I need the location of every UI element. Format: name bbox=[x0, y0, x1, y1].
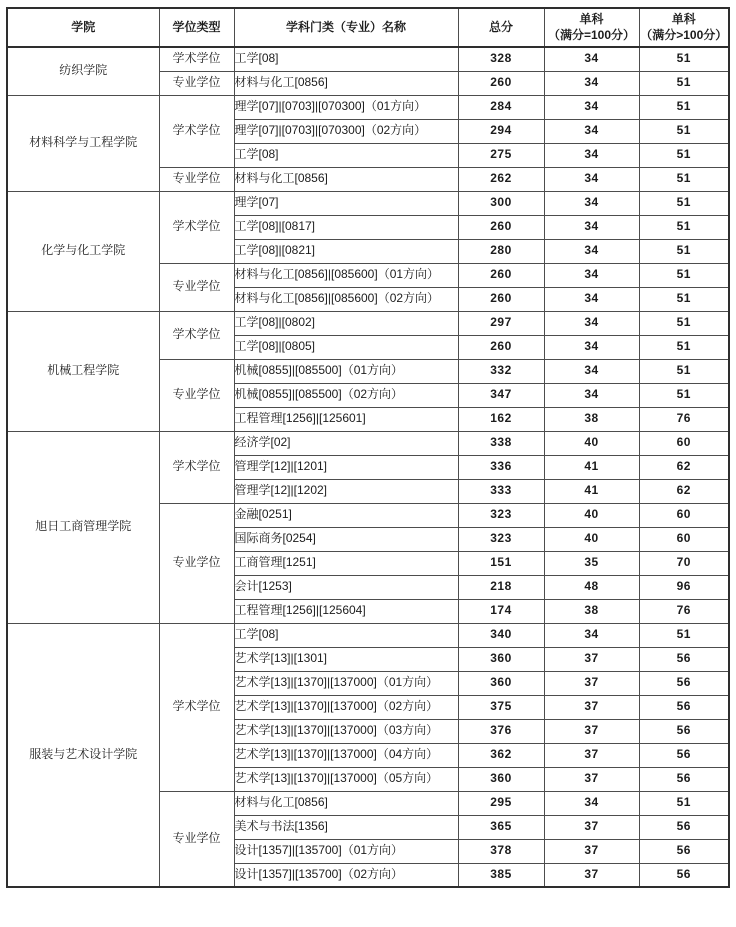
major-name-cell: 艺术学[13]|[1370]|[137000]（03方向） bbox=[234, 719, 458, 743]
total-score-cell: 333 bbox=[458, 479, 544, 503]
total-score-cell: 300 bbox=[458, 191, 544, 215]
degree-type-cell: 学术学位 bbox=[159, 311, 234, 359]
single-subject-over-100-cell: 96 bbox=[639, 575, 729, 599]
total-score-cell: 294 bbox=[458, 119, 544, 143]
total-score-cell: 260 bbox=[458, 335, 544, 359]
single-subject-over-100-cell: 51 bbox=[639, 335, 729, 359]
major-name-cell: 理学[07] bbox=[234, 191, 458, 215]
single-subject-100-cell: 34 bbox=[544, 215, 639, 239]
single-subject-100-cell: 34 bbox=[544, 311, 639, 335]
total-score-cell: 340 bbox=[458, 623, 544, 647]
total-score-cell: 162 bbox=[458, 407, 544, 431]
total-score-cell: 328 bbox=[458, 47, 544, 71]
major-name-cell: 工商管理[1251] bbox=[234, 551, 458, 575]
header-row bbox=[7, 8, 729, 47]
single-subject-100-cell: 34 bbox=[544, 191, 639, 215]
single-subject-100-cell: 34 bbox=[544, 359, 639, 383]
header-single-subject-100-sub: （满分=100分） bbox=[547, 27, 636, 42]
header-single-subject-100 bbox=[544, 8, 639, 47]
single-subject-100-cell: 37 bbox=[544, 719, 639, 743]
single-subject-100-cell: 34 bbox=[544, 95, 639, 119]
table-row bbox=[7, 47, 729, 71]
total-score-cell: 376 bbox=[458, 719, 544, 743]
score-table-body bbox=[7, 47, 729, 887]
major-name-cell: 工学[08]|[0802] bbox=[234, 311, 458, 335]
major-name-cell: 艺术学[13]|[1301] bbox=[234, 647, 458, 671]
total-score-cell: 338 bbox=[458, 431, 544, 455]
major-name-cell: 艺术学[13]|[1370]|[137000]（02方向） bbox=[234, 695, 458, 719]
table-row bbox=[7, 311, 729, 335]
total-score-cell: 323 bbox=[458, 503, 544, 527]
single-subject-over-100-cell: 51 bbox=[639, 167, 729, 191]
single-subject-over-100-cell: 56 bbox=[639, 815, 729, 839]
major-name-cell: 美术与书法[1356] bbox=[234, 815, 458, 839]
single-subject-over-100-cell: 51 bbox=[639, 239, 729, 263]
single-subject-over-100-cell: 60 bbox=[639, 527, 729, 551]
single-subject-100-cell: 37 bbox=[544, 767, 639, 791]
single-subject-100-cell: 37 bbox=[544, 839, 639, 863]
major-name-cell: 经济学[02] bbox=[234, 431, 458, 455]
single-subject-100-cell: 34 bbox=[544, 71, 639, 95]
single-subject-over-100-cell: 51 bbox=[639, 215, 729, 239]
major-name-cell: 工学[08]|[0821] bbox=[234, 239, 458, 263]
single-subject-100-cell: 38 bbox=[544, 407, 639, 431]
total-score-cell: 260 bbox=[458, 71, 544, 95]
total-score-cell: 260 bbox=[458, 263, 544, 287]
single-subject-over-100-cell: 51 bbox=[639, 311, 729, 335]
major-name-cell: 工程管理[1256]|[125601] bbox=[234, 407, 458, 431]
single-subject-100-cell: 37 bbox=[544, 743, 639, 767]
table-row bbox=[7, 191, 729, 215]
major-name-cell: 理学[07]|[0703]|[070300]（02方向） bbox=[234, 119, 458, 143]
single-subject-over-100-cell: 51 bbox=[639, 287, 729, 311]
degree-type-cell: 学术学位 bbox=[159, 623, 234, 791]
single-subject-100-cell: 40 bbox=[544, 527, 639, 551]
single-subject-over-100-cell: 76 bbox=[639, 407, 729, 431]
single-subject-100-cell: 34 bbox=[544, 383, 639, 407]
single-subject-100-cell: 37 bbox=[544, 671, 639, 695]
table-row bbox=[7, 623, 729, 647]
major-name-cell: 工程管理[1256]|[125604] bbox=[234, 599, 458, 623]
total-score-cell: 332 bbox=[458, 359, 544, 383]
major-name-cell: 机械[0855]|[085500]（01方向） bbox=[234, 359, 458, 383]
header-degree-type-label: 学位类型 bbox=[172, 19, 221, 34]
major-name-cell: 艺术学[13]|[1370]|[137000]（05方向） bbox=[234, 767, 458, 791]
total-score-cell: 360 bbox=[458, 671, 544, 695]
single-subject-over-100-cell: 51 bbox=[639, 47, 729, 71]
header-major-name-label: 学科门类（专业）名称 bbox=[285, 19, 406, 34]
total-score-cell: 365 bbox=[458, 815, 544, 839]
single-subject-over-100-cell: 51 bbox=[639, 119, 729, 143]
header-total-score bbox=[458, 8, 544, 47]
major-name-cell: 工学[08] bbox=[234, 143, 458, 167]
degree-type-cell: 专业学位 bbox=[159, 503, 234, 623]
major-name-cell: 工学[08] bbox=[234, 623, 458, 647]
single-subject-100-cell: 41 bbox=[544, 479, 639, 503]
total-score-cell: 297 bbox=[458, 311, 544, 335]
college-cell: 机械工程学院 bbox=[7, 311, 159, 431]
single-subject-over-100-cell: 56 bbox=[639, 839, 729, 863]
single-subject-100-cell: 34 bbox=[544, 263, 639, 287]
single-subject-100-cell: 34 bbox=[544, 623, 639, 647]
single-subject-over-100-cell: 51 bbox=[639, 143, 729, 167]
major-name-cell: 设计[1357]|[135700]（02方向） bbox=[234, 863, 458, 887]
header-degree-type bbox=[159, 8, 234, 47]
degree-type-cell: 专业学位 bbox=[159, 791, 234, 887]
total-score-cell: 284 bbox=[458, 95, 544, 119]
single-subject-over-100-cell: 56 bbox=[639, 719, 729, 743]
major-name-cell: 会计[1253] bbox=[234, 575, 458, 599]
degree-type-cell: 学术学位 bbox=[159, 431, 234, 503]
single-subject-100-cell: 34 bbox=[544, 335, 639, 359]
single-subject-over-100-cell: 51 bbox=[639, 383, 729, 407]
single-subject-over-100-cell: 56 bbox=[639, 647, 729, 671]
header-single-subject-over-100-sub: （满分>100分） bbox=[640, 27, 728, 42]
single-subject-100-cell: 34 bbox=[544, 167, 639, 191]
total-score-cell: 262 bbox=[458, 167, 544, 191]
total-score-cell: 218 bbox=[458, 575, 544, 599]
total-score-cell: 174 bbox=[458, 599, 544, 623]
total-score-cell: 378 bbox=[458, 839, 544, 863]
single-subject-over-100-cell: 60 bbox=[639, 431, 729, 455]
table-header bbox=[7, 8, 729, 47]
admission-score-table bbox=[6, 7, 730, 888]
single-subject-over-100-cell: 51 bbox=[639, 359, 729, 383]
single-subject-100-cell: 35 bbox=[544, 551, 639, 575]
single-subject-over-100-cell: 51 bbox=[639, 95, 729, 119]
total-score-cell: 151 bbox=[458, 551, 544, 575]
single-subject-over-100-cell: 56 bbox=[639, 743, 729, 767]
single-subject-over-100-cell: 70 bbox=[639, 551, 729, 575]
single-subject-100-cell: 37 bbox=[544, 647, 639, 671]
total-score-cell: 375 bbox=[458, 695, 544, 719]
single-subject-over-100-cell: 51 bbox=[639, 71, 729, 95]
degree-type-cell: 专业学位 bbox=[159, 167, 234, 191]
degree-type-cell: 学术学位 bbox=[159, 95, 234, 167]
total-score-cell: 336 bbox=[458, 455, 544, 479]
single-subject-over-100-cell: 51 bbox=[639, 191, 729, 215]
degree-type-cell: 学术学位 bbox=[159, 191, 234, 263]
single-subject-over-100-cell: 51 bbox=[639, 263, 729, 287]
major-name-cell: 设计[1357]|[135700]（01方向） bbox=[234, 839, 458, 863]
single-subject-over-100-cell: 60 bbox=[639, 503, 729, 527]
single-subject-over-100-cell: 56 bbox=[639, 671, 729, 695]
single-subject-100-cell: 34 bbox=[544, 143, 639, 167]
major-name-cell: 管理学[12]|[1201] bbox=[234, 455, 458, 479]
single-subject-over-100-cell: 51 bbox=[639, 623, 729, 647]
major-name-cell: 机械[0855]|[085500]（02方向） bbox=[234, 383, 458, 407]
single-subject-100-cell: 48 bbox=[544, 575, 639, 599]
major-name-cell: 材料与化工[0856] bbox=[234, 71, 458, 95]
header-single-subject-over-100 bbox=[639, 8, 729, 47]
single-subject-100-cell: 37 bbox=[544, 815, 639, 839]
header-college bbox=[7, 8, 159, 47]
college-cell: 旭日工商管理学院 bbox=[7, 431, 159, 623]
single-subject-100-cell: 38 bbox=[544, 599, 639, 623]
major-name-cell: 工学[08]|[0817] bbox=[234, 215, 458, 239]
header-single-subject-100-label: 单科 bbox=[579, 11, 604, 26]
single-subject-100-cell: 34 bbox=[544, 119, 639, 143]
table-row bbox=[7, 95, 729, 119]
single-subject-100-cell: 34 bbox=[544, 287, 639, 311]
total-score-cell: 385 bbox=[458, 863, 544, 887]
total-score-cell: 323 bbox=[458, 527, 544, 551]
degree-type-cell: 学术学位 bbox=[159, 47, 234, 71]
single-subject-over-100-cell: 56 bbox=[639, 767, 729, 791]
single-subject-100-cell: 40 bbox=[544, 503, 639, 527]
single-subject-100-cell: 37 bbox=[544, 695, 639, 719]
total-score-cell: 280 bbox=[458, 239, 544, 263]
single-subject-100-cell: 34 bbox=[544, 239, 639, 263]
degree-type-cell: 专业学位 bbox=[159, 263, 234, 311]
total-score-cell: 260 bbox=[458, 215, 544, 239]
major-name-cell: 理学[07]|[0703]|[070300]（01方向） bbox=[234, 95, 458, 119]
single-subject-over-100-cell: 62 bbox=[639, 479, 729, 503]
college-cell: 材料科学与工程学院 bbox=[7, 95, 159, 191]
major-name-cell: 材料与化工[0856]|[085600]（02方向） bbox=[234, 287, 458, 311]
table-row bbox=[7, 431, 729, 455]
single-subject-over-100-cell: 62 bbox=[639, 455, 729, 479]
total-score-cell: 360 bbox=[458, 647, 544, 671]
major-name-cell: 艺术学[13]|[1370]|[137000]（04方向） bbox=[234, 743, 458, 767]
single-subject-100-cell: 37 bbox=[544, 863, 639, 887]
single-subject-over-100-cell: 56 bbox=[639, 863, 729, 887]
header-total-score-label: 总分 bbox=[488, 19, 513, 34]
degree-type-cell: 专业学位 bbox=[159, 71, 234, 95]
header-college-label: 学院 bbox=[71, 19, 96, 34]
major-name-cell: 工学[08]|[0805] bbox=[234, 335, 458, 359]
major-name-cell: 材料与化工[0856]|[085600]（01方向） bbox=[234, 263, 458, 287]
total-score-cell: 362 bbox=[458, 743, 544, 767]
single-subject-over-100-cell: 56 bbox=[639, 695, 729, 719]
degree-type-cell: 专业学位 bbox=[159, 359, 234, 431]
single-subject-100-cell: 34 bbox=[544, 791, 639, 815]
single-subject-100-cell: 41 bbox=[544, 455, 639, 479]
major-name-cell: 材料与化工[0856] bbox=[234, 167, 458, 191]
total-score-cell: 260 bbox=[458, 287, 544, 311]
major-name-cell: 国际商务[0254] bbox=[234, 527, 458, 551]
single-subject-100-cell: 40 bbox=[544, 431, 639, 455]
single-subject-over-100-cell: 76 bbox=[639, 599, 729, 623]
college-cell: 纺织学院 bbox=[7, 47, 159, 95]
major-name-cell: 金融[0251] bbox=[234, 503, 458, 527]
total-score-cell: 295 bbox=[458, 791, 544, 815]
college-cell: 化学与化工学院 bbox=[7, 191, 159, 311]
single-subject-over-100-cell: 51 bbox=[639, 791, 729, 815]
total-score-cell: 360 bbox=[458, 767, 544, 791]
header-major-name bbox=[234, 8, 458, 47]
major-name-cell: 工学[08] bbox=[234, 47, 458, 71]
major-name-cell: 艺术学[13]|[1370]|[137000]（01方向） bbox=[234, 671, 458, 695]
header-single-subject-over-100-label: 单科 bbox=[671, 11, 696, 26]
college-cell: 服装与艺术设计学院 bbox=[7, 623, 159, 887]
single-subject-100-cell: 34 bbox=[544, 47, 639, 71]
major-name-cell: 管理学[12]|[1202] bbox=[234, 479, 458, 503]
total-score-cell: 347 bbox=[458, 383, 544, 407]
total-score-cell: 275 bbox=[458, 143, 544, 167]
major-name-cell: 材料与化工[0856] bbox=[234, 791, 458, 815]
